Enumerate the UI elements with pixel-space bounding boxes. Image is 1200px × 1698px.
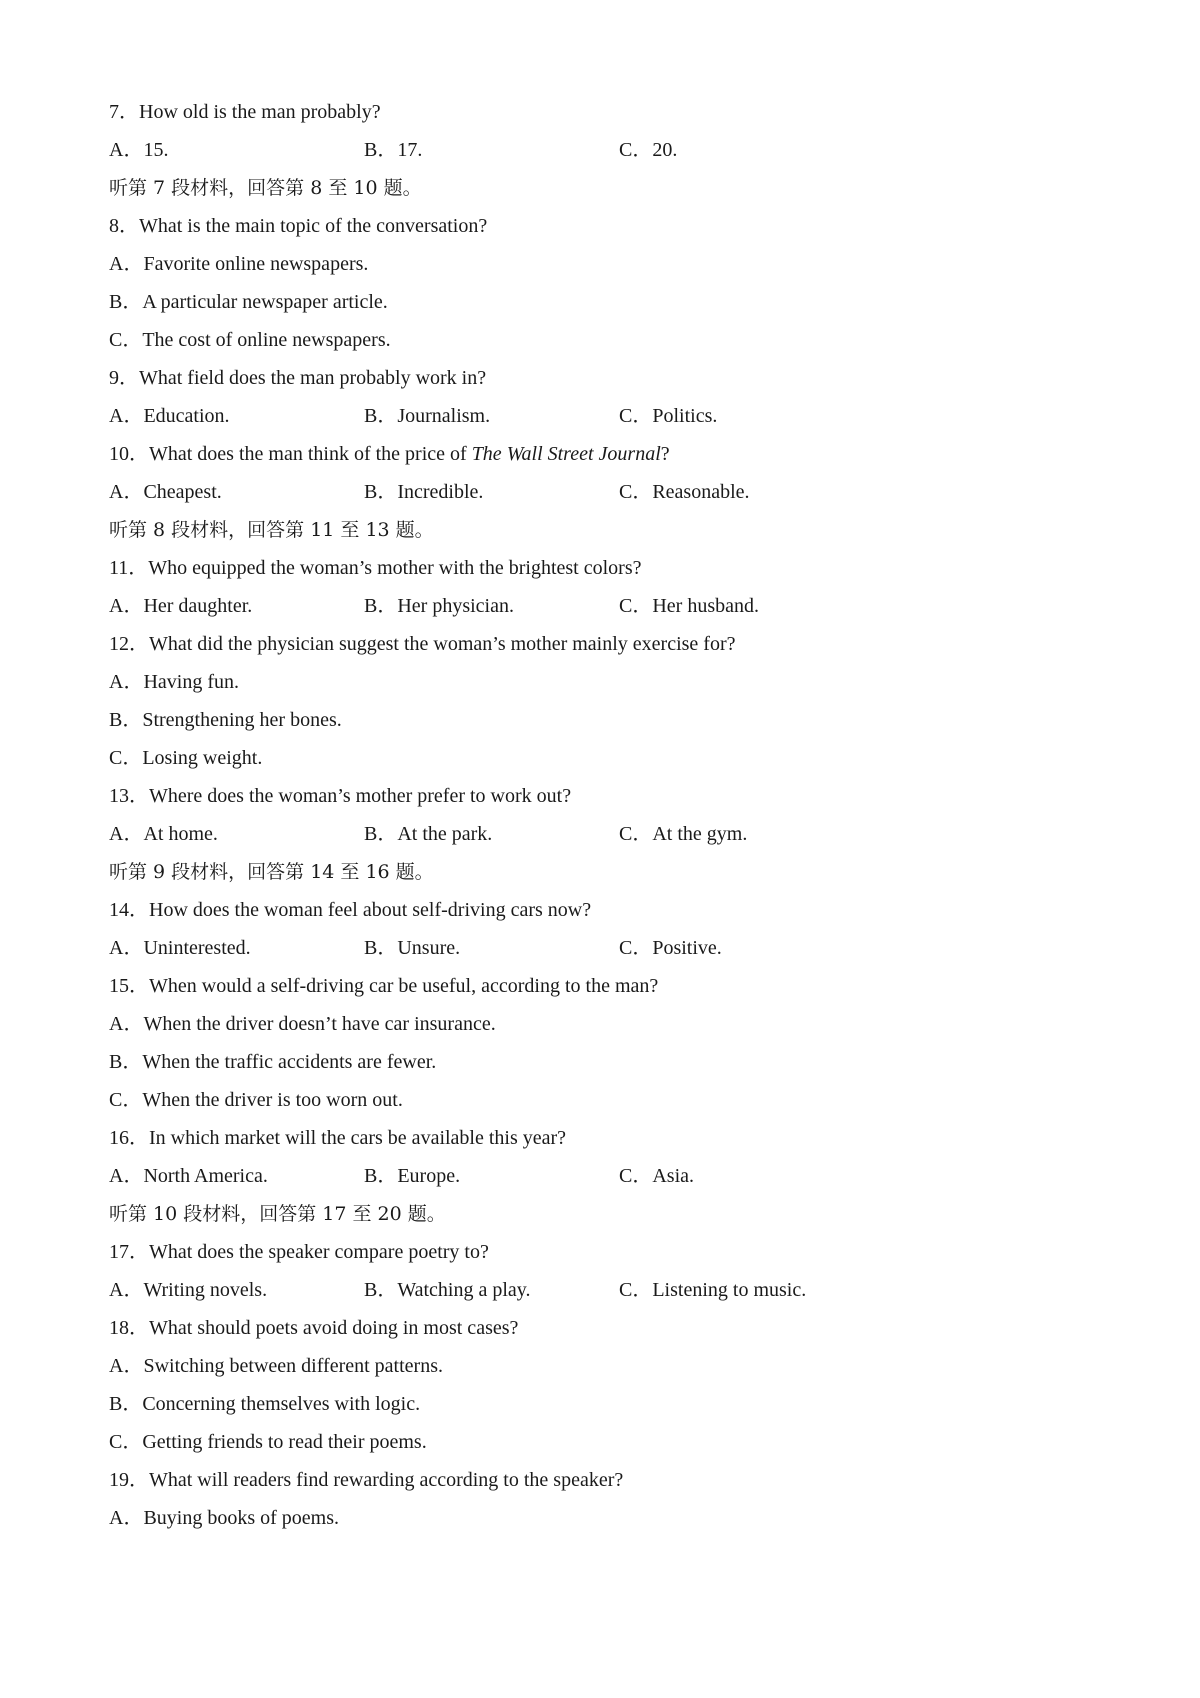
answer-option: A．North America. xyxy=(109,1165,268,1187)
section-instruction: 听第 7 段材料，回答第 8 至 10 题。 xyxy=(109,177,422,199)
question-text: 15．When would a self-driving car be useful, according to the man? xyxy=(109,975,659,997)
question-text-part: 10．What does the man think of the price of xyxy=(109,443,472,465)
answer-option: C．Listening to music. xyxy=(619,1279,807,1301)
question-text: 12．What did the physician suggest the woman’s mother mainly exercise for? xyxy=(109,633,736,655)
answer-option: C．Her husband. xyxy=(619,595,759,617)
question-text: 18．What should poets avoid doing in most cases? xyxy=(109,1317,519,1339)
answer-option: B．17. xyxy=(364,139,423,161)
answer-option: A．Cheapest. xyxy=(109,481,222,503)
question-text: 17．What does the speaker compare poetry to? xyxy=(109,1241,489,1263)
answer-option: C．Positive. xyxy=(619,937,722,959)
answer-options-row xyxy=(109,587,1109,625)
answer-option: A．When the driver doesn’t have car insurance. xyxy=(109,1013,496,1035)
answer-option: C．Asia. xyxy=(619,1165,694,1187)
question-text-part: ? xyxy=(660,443,670,465)
answer-option: C．Politics. xyxy=(619,405,718,427)
answer-options-row xyxy=(109,1157,1109,1195)
answer-options-row xyxy=(109,929,1109,967)
answer-option: C．Getting friends to read their poems. xyxy=(109,1431,427,1453)
question-text: 11．Who equipped the woman’s mother with the brightest colors? xyxy=(109,557,642,579)
question-text: 7．How old is the man probably? xyxy=(109,101,381,123)
question-text: 9．What field does the man probably work in? xyxy=(109,367,487,389)
question-text: 13．Where does the woman’s mother prefer to work out? xyxy=(109,785,572,807)
answer-option: B．Unsure. xyxy=(364,937,461,959)
answer-option: A．Having fun. xyxy=(109,671,239,693)
answer-option: B．Her physician. xyxy=(364,595,514,617)
answer-option: C．When the driver is too worn out. xyxy=(109,1089,403,1111)
answer-option: B．When the traffic accidents are fewer. xyxy=(109,1051,437,1073)
answer-option: B．A particular newspaper article. xyxy=(109,291,388,313)
publication-title: The Wall Street Journal xyxy=(471,443,661,465)
answer-option: C．20. xyxy=(619,139,678,161)
question-text: 16．In which market will the cars be available this year? xyxy=(109,1127,567,1149)
section-instruction: 听第 10 段材料，回答第 17 至 20 题。 xyxy=(109,1203,446,1225)
section-instruction: 听第 8 段材料，回答第 11 至 13 题。 xyxy=(109,519,434,541)
exam-page xyxy=(109,93,1109,1537)
answer-options-row xyxy=(109,815,1109,853)
answer-option: C．Reasonable. xyxy=(619,481,750,503)
answer-option: A．Writing novels. xyxy=(109,1279,268,1301)
answer-option: A．Education. xyxy=(109,405,230,427)
answer-option: B．Strengthening her bones. xyxy=(109,709,342,731)
answer-option: C．The cost of online newspapers. xyxy=(109,329,391,351)
answer-options-row xyxy=(109,131,1109,169)
answer-options-row xyxy=(109,1271,1109,1309)
answer-option: A．At home. xyxy=(109,823,218,845)
question-text: 14．How does the woman feel about self-driving cars now? xyxy=(109,899,592,921)
answer-option: C．Losing weight. xyxy=(109,747,263,769)
answer-option: B．Watching a play. xyxy=(364,1279,531,1301)
answer-option: B．Incredible. xyxy=(364,481,484,503)
answer-option: A．15. xyxy=(109,139,169,161)
answer-option: A．Uninterested. xyxy=(109,937,251,959)
answer-option: B．Europe. xyxy=(364,1165,461,1187)
question-text xyxy=(109,435,1109,473)
answer-option: A．Buying books of poems. xyxy=(109,1507,339,1529)
answer-options-row xyxy=(109,397,1109,435)
answer-option: B．At the park. xyxy=(364,823,493,845)
answer-option: A．Switching between different patterns. xyxy=(109,1355,443,1377)
answer-option: C．At the gym. xyxy=(619,823,748,845)
answer-option: B．Journalism. xyxy=(364,405,491,427)
answer-option: A．Her daughter. xyxy=(109,595,253,617)
answer-option: B．Concerning themselves with logic. xyxy=(109,1393,421,1415)
question-text: 19．What will readers find rewarding according to the speaker? xyxy=(109,1469,624,1491)
answer-option: A．Favorite online newspapers. xyxy=(109,253,369,275)
answer-options-row xyxy=(109,473,1109,511)
section-instruction: 听第 9 段材料，回答第 14 至 16 题。 xyxy=(109,861,434,883)
question-text: 8．What is the main topic of the conversation? xyxy=(109,215,488,237)
